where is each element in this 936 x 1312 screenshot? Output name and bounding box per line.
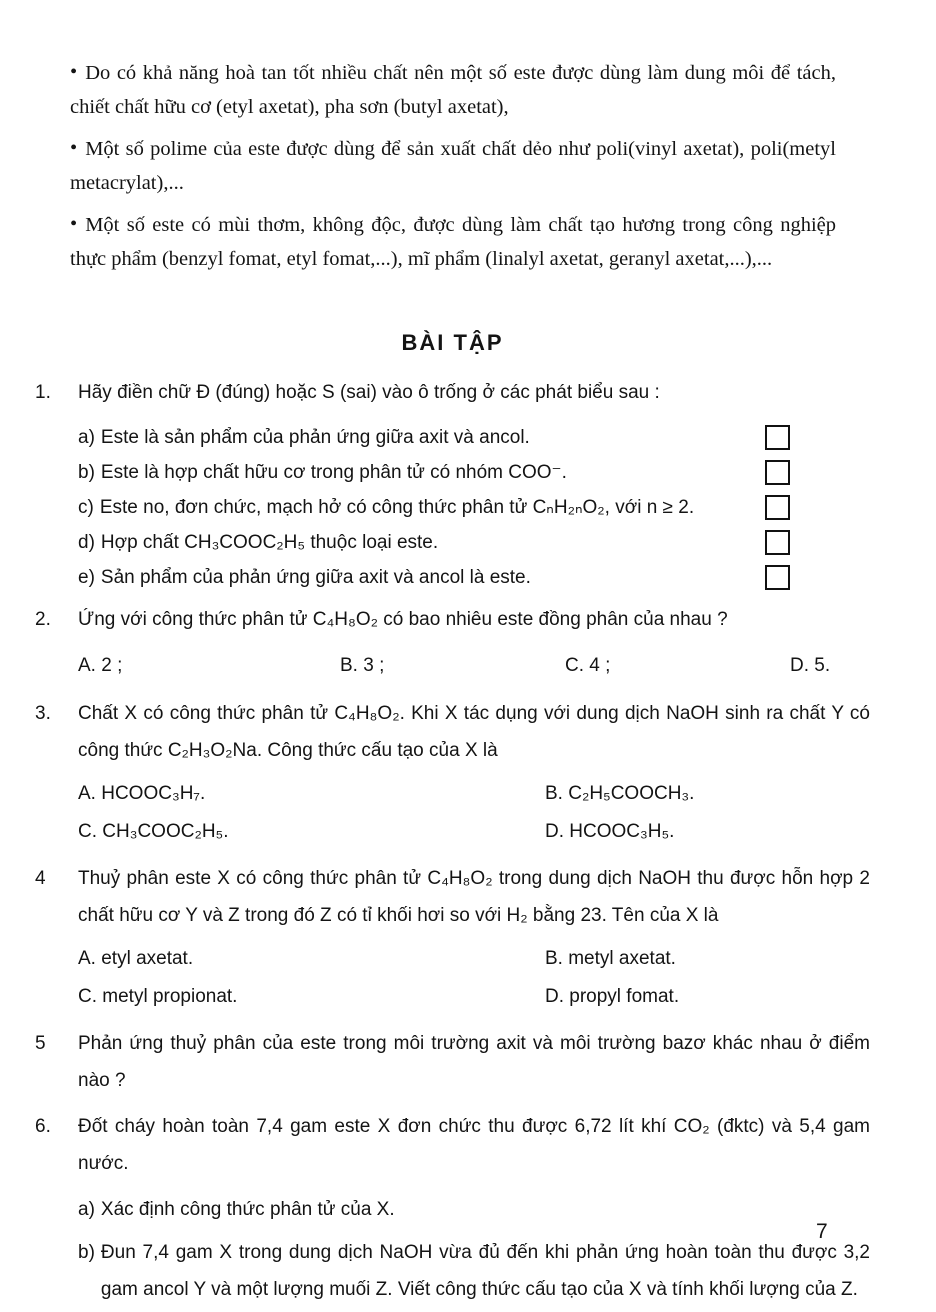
q2-option-a: A. 2 ; <box>78 655 123 676</box>
statement-d-body: Hợp chất CH₃COOC₂H₅ thuộc loại este. <box>100 531 439 553</box>
q4-option-b: B. metyl axetat. <box>545 948 676 969</box>
question-5-text: Phản ứng thuỷ phân của este trong môi trường axit và môi trường bazơ khác nhau ở điểm nào ? <box>78 1033 870 1091</box>
question-4-options <box>78 943 870 1013</box>
question-4 <box>35 860 870 934</box>
question-6-text: Đốt cháy hoàn toàn 7,4 gam este X đơn chức thu được 6,72 lít khí CO₂ (đktc) và 5,4 gam nước. <box>78 1116 870 1174</box>
question-3-options <box>78 778 870 848</box>
page-number: 7 <box>816 1220 828 1243</box>
q6-part-a-text: Xác định công thức phân tử của X. <box>100 1199 395 1220</box>
question-6-number: 6. <box>35 1116 51 1137</box>
statement-row-e <box>78 560 790 595</box>
q6-part-b-text: Đun 7,4 gam X trong dung dịch NaOH vừa đủ đến khi phản ứng hoàn toàn thu được 3,2 gam ancol Y và một lượng muối Z. Viết công thức cấu tạo của X và tính khối lượng của Z. <box>100 1242 870 1300</box>
statement-c-label: c) <box>78 497 94 518</box>
statement-a-body: Este là sản phẩm của phản ứng giữa axit và ancol. <box>100 426 530 448</box>
q6-part-b-label: b) <box>78 1242 95 1263</box>
statement-row-d <box>78 525 790 560</box>
q6-part-a <box>78 1191 870 1228</box>
intro-bullet-2 <box>70 132 836 200</box>
answer-checkbox-e[interactable] <box>765 565 790 590</box>
answer-checkbox-a[interactable] <box>765 425 790 450</box>
question-3-number: 3. <box>35 703 51 724</box>
statement-d-label: d) <box>78 531 95 553</box>
statement-b-label: b) <box>78 462 95 483</box>
statement-row-b <box>78 455 790 490</box>
q2-option-c: C. 4 ; <box>565 655 611 676</box>
bullet-icon: • <box>70 61 78 83</box>
statement-b-body: Este là hợp chất hữu cơ trong phân tử có nhóm COO⁻. <box>100 462 567 483</box>
q2-option-d: D. 5. <box>790 655 831 676</box>
statement-b-text <box>78 461 765 484</box>
intro-section <box>0 0 936 276</box>
q4-option-d: D. propyl fomat. <box>545 986 680 1007</box>
question-1-text: Hãy điền chữ Đ (đúng) hoặc S (sai) vào ô trống ở các phát biểu sau : <box>78 382 660 403</box>
question-5-number: 5 <box>35 1033 46 1054</box>
question-2-number: 2. <box>35 609 51 630</box>
q3-option-d: D. HCOOC₃H₅. <box>545 821 675 842</box>
statement-c-body: Este no, đơn chức, mạch hở có công thức phân tử CₙH₂ₙO₂, với n ≥ 2. <box>99 497 695 518</box>
statement-e-body: Sản phẩm của phản ứng giữa axit và ancol là este. <box>100 566 531 588</box>
answer-checkbox-b[interactable] <box>765 460 790 485</box>
statement-a-label: a) <box>78 426 95 448</box>
question-1-number: 1. <box>35 382 51 403</box>
q6-part-a-label: a) <box>78 1199 95 1220</box>
statement-d-text <box>78 532 765 554</box>
statement-row-c <box>78 490 790 525</box>
q3-option-b: B. C₂H₅COOCH₃. <box>545 783 695 804</box>
intro-bullet-2-text: Một số polime của este được dùng để sản xuất chất dẻo như poli(vinyl axetat), poli(metyl metacrylat),... <box>70 138 836 194</box>
question-5 <box>35 1025 870 1099</box>
q2-option-b: B. 3 ; <box>340 655 385 676</box>
answer-checkbox-d[interactable] <box>765 530 790 555</box>
q3-option-a: A. HCOOC₃H₇. <box>78 783 206 804</box>
statement-row-a <box>78 420 790 455</box>
question-1 <box>35 374 870 411</box>
statement-c-text <box>78 496 765 519</box>
statement-e-text <box>78 567 765 589</box>
statement-a-text <box>78 427 765 449</box>
intro-bullet-3-text: Một số este có mùi thơm, không độc, được dùng làm chất tạo hương trong công nghiệp thực phẩm (benzyl fomat, etyl fomat,...), mĩ phẩm (linalyl axetat, geranyl axetat,...),... <box>70 214 836 270</box>
intro-bullet-1-text: Do có khả năng hoà tan tốt nhiều chất nên một số este được dùng làm dung môi để tách, chiết chất hữu cơ (etyl axetat), pha sơn (butyl axetat), <box>70 62 836 118</box>
question-1-statements <box>78 420 790 595</box>
bullet-icon: • <box>70 213 78 235</box>
question-3 <box>35 695 870 769</box>
question-2 <box>35 601 870 638</box>
q3-option-c: C. CH₃COOC₂H₅. <box>78 821 229 842</box>
question-6-parts <box>78 1191 870 1308</box>
question-6 <box>35 1108 870 1182</box>
intro-bullet-1 <box>70 56 836 124</box>
question-4-text: Thuỷ phân este X có công thức phân tử C₄H₈O₂ trong dung dịch NaOH thu được hỗn hợp 2 chất hữu cơ Y và Z trong đó Z có tỉ khối hơi so với H₂ bằng 23. Tên của X là <box>78 868 870 926</box>
question-4-number: 4 <box>35 868 46 889</box>
question-2-options <box>78 647 870 685</box>
intro-bullet-3 <box>70 208 836 276</box>
q4-option-c: C. metyl propionat. <box>78 986 238 1007</box>
section-heading: BÀI TẬP <box>401 330 504 355</box>
answer-checkbox-c[interactable] <box>765 495 790 520</box>
q4-option-a: A. etyl axetat. <box>78 948 194 969</box>
exercises-section <box>0 330 936 1308</box>
question-3-text: Chất X có công thức phân tử C₄H₈O₂. Khi X tác dụng với dung dịch NaOH sinh ra chất Y có công thức C₂H₃O₂Na. Công thức cấu tạo của X là <box>78 703 870 761</box>
statement-e-label: e) <box>78 566 95 588</box>
question-2-text: Ứng với công thức phân tử C₄H₈O₂ có bao nhiêu este đồng phân của nhau ? <box>78 609 728 630</box>
q6-part-b <box>78 1234 870 1308</box>
bullet-icon: • <box>70 137 78 159</box>
